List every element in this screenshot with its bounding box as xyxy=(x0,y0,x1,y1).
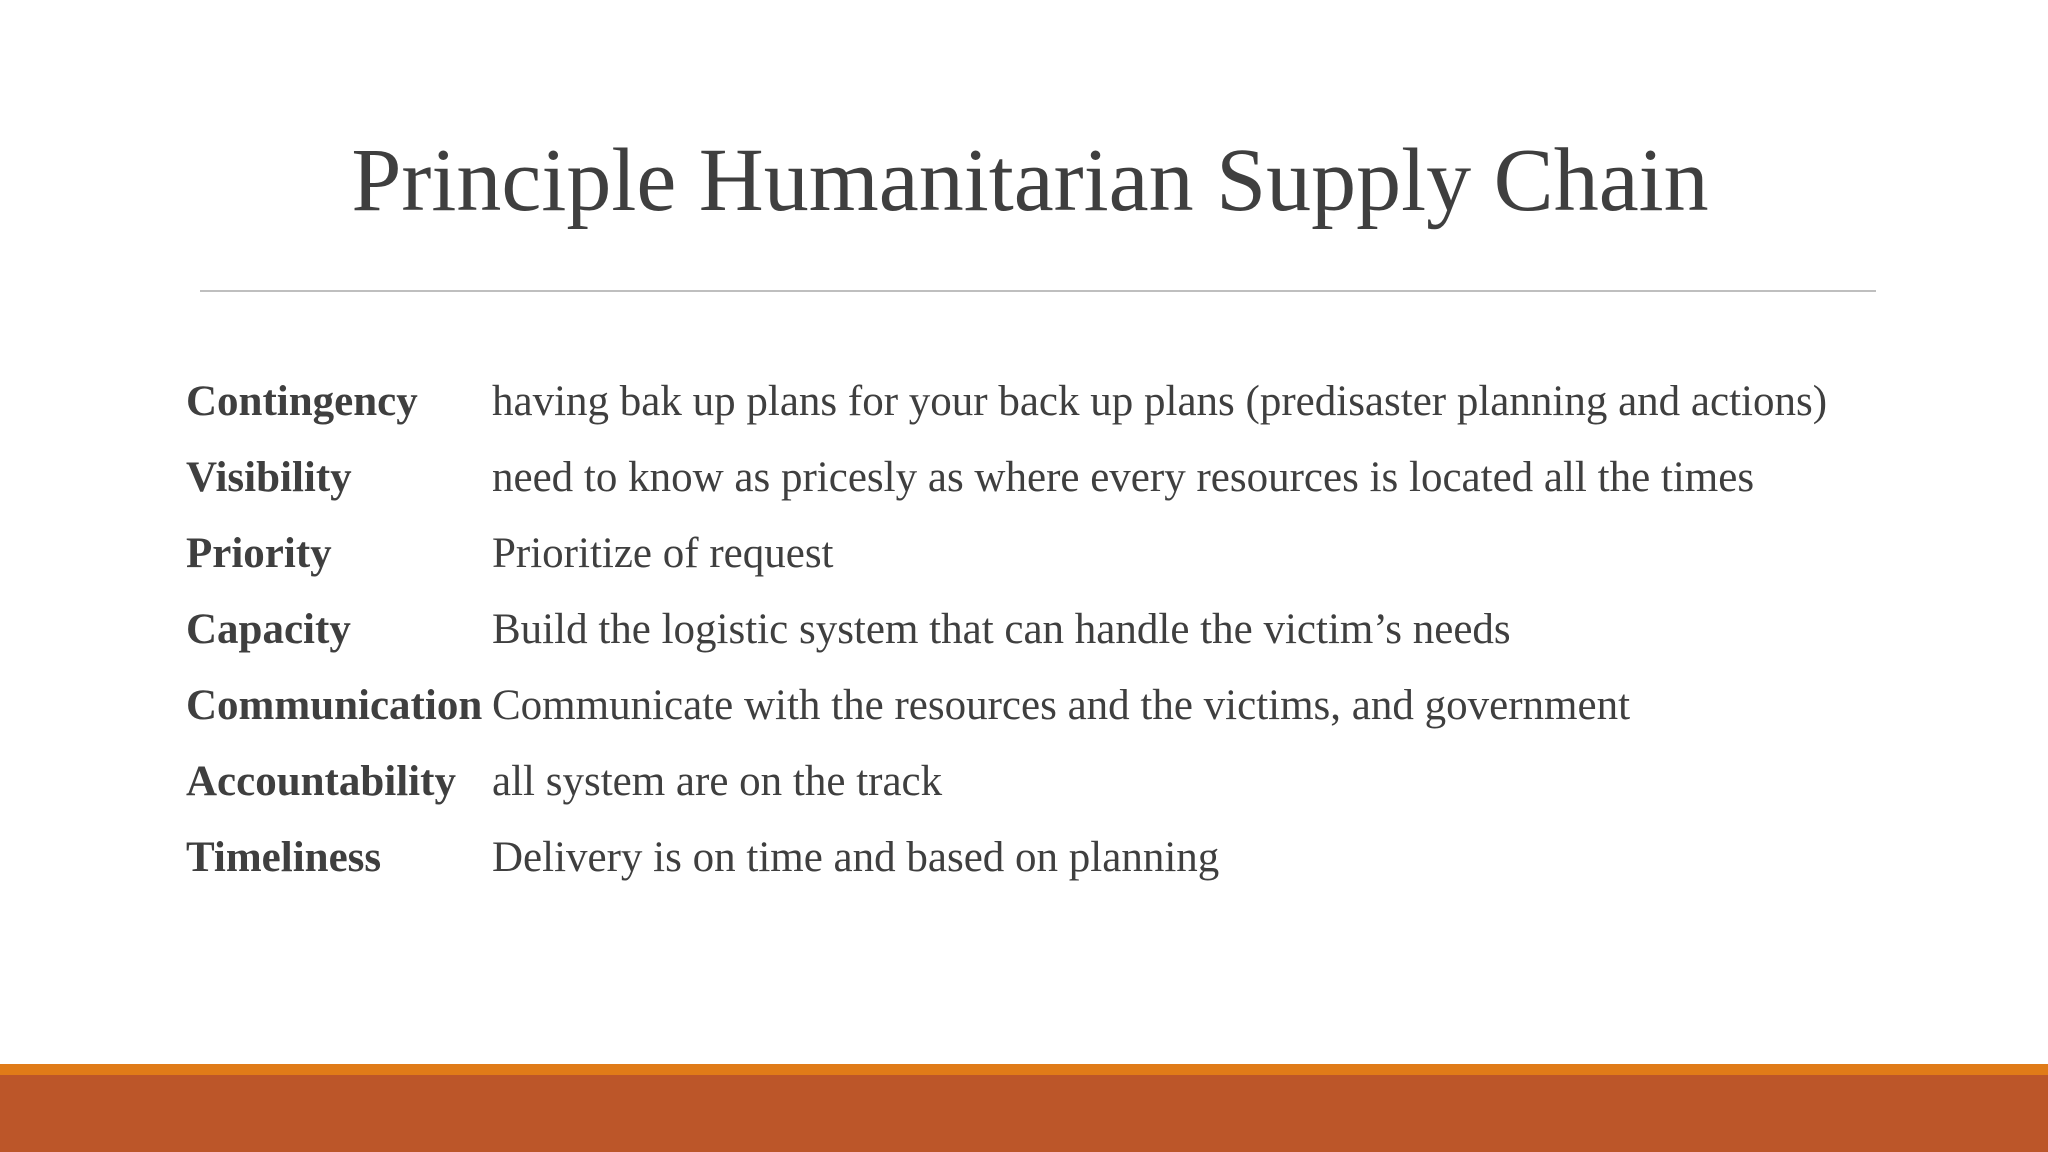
footer-accent-stripe xyxy=(0,1064,2048,1075)
principle-row-visibility xyxy=(186,440,1886,516)
principle-row-priority xyxy=(186,516,1886,592)
principle-term: Capacity xyxy=(186,606,351,653)
principle-description: Communicate with the resources and the victims, and government xyxy=(492,682,1631,729)
principle-term: Accountability xyxy=(186,758,456,805)
principle-term: Timeliness xyxy=(186,834,382,881)
principle-row-contingency xyxy=(186,364,1886,440)
principle-description: Delivery is on time and based on planning xyxy=(492,834,1220,881)
principle-description: all system are on the track xyxy=(492,758,943,805)
principles-list xyxy=(186,364,1886,896)
footer-accent-band xyxy=(0,1075,2048,1152)
principle-row-timeliness xyxy=(186,820,1886,896)
principle-term: Contingency xyxy=(186,378,418,425)
principle-description: Build the logistic system that can handle the victim’s needs xyxy=(492,606,1511,653)
principle-term: Communication xyxy=(186,682,483,729)
principle-term: Priority xyxy=(186,530,332,577)
principle-description: having bak up plans for your back up plans (predisaster planning and actions) xyxy=(492,378,1828,425)
slide-title: Principle Humanitarian Supply Chain xyxy=(351,131,1709,230)
principle-row-communication xyxy=(186,668,1886,744)
principle-description: Prioritize of request xyxy=(492,530,834,577)
principle-row-accountability xyxy=(186,744,1886,820)
principle-description: need to know as pricesly as where every resources is located all the times xyxy=(492,454,1755,501)
principle-term: Visibility xyxy=(186,454,352,501)
principle-row-capacity xyxy=(186,592,1886,668)
title-divider xyxy=(200,290,1876,292)
